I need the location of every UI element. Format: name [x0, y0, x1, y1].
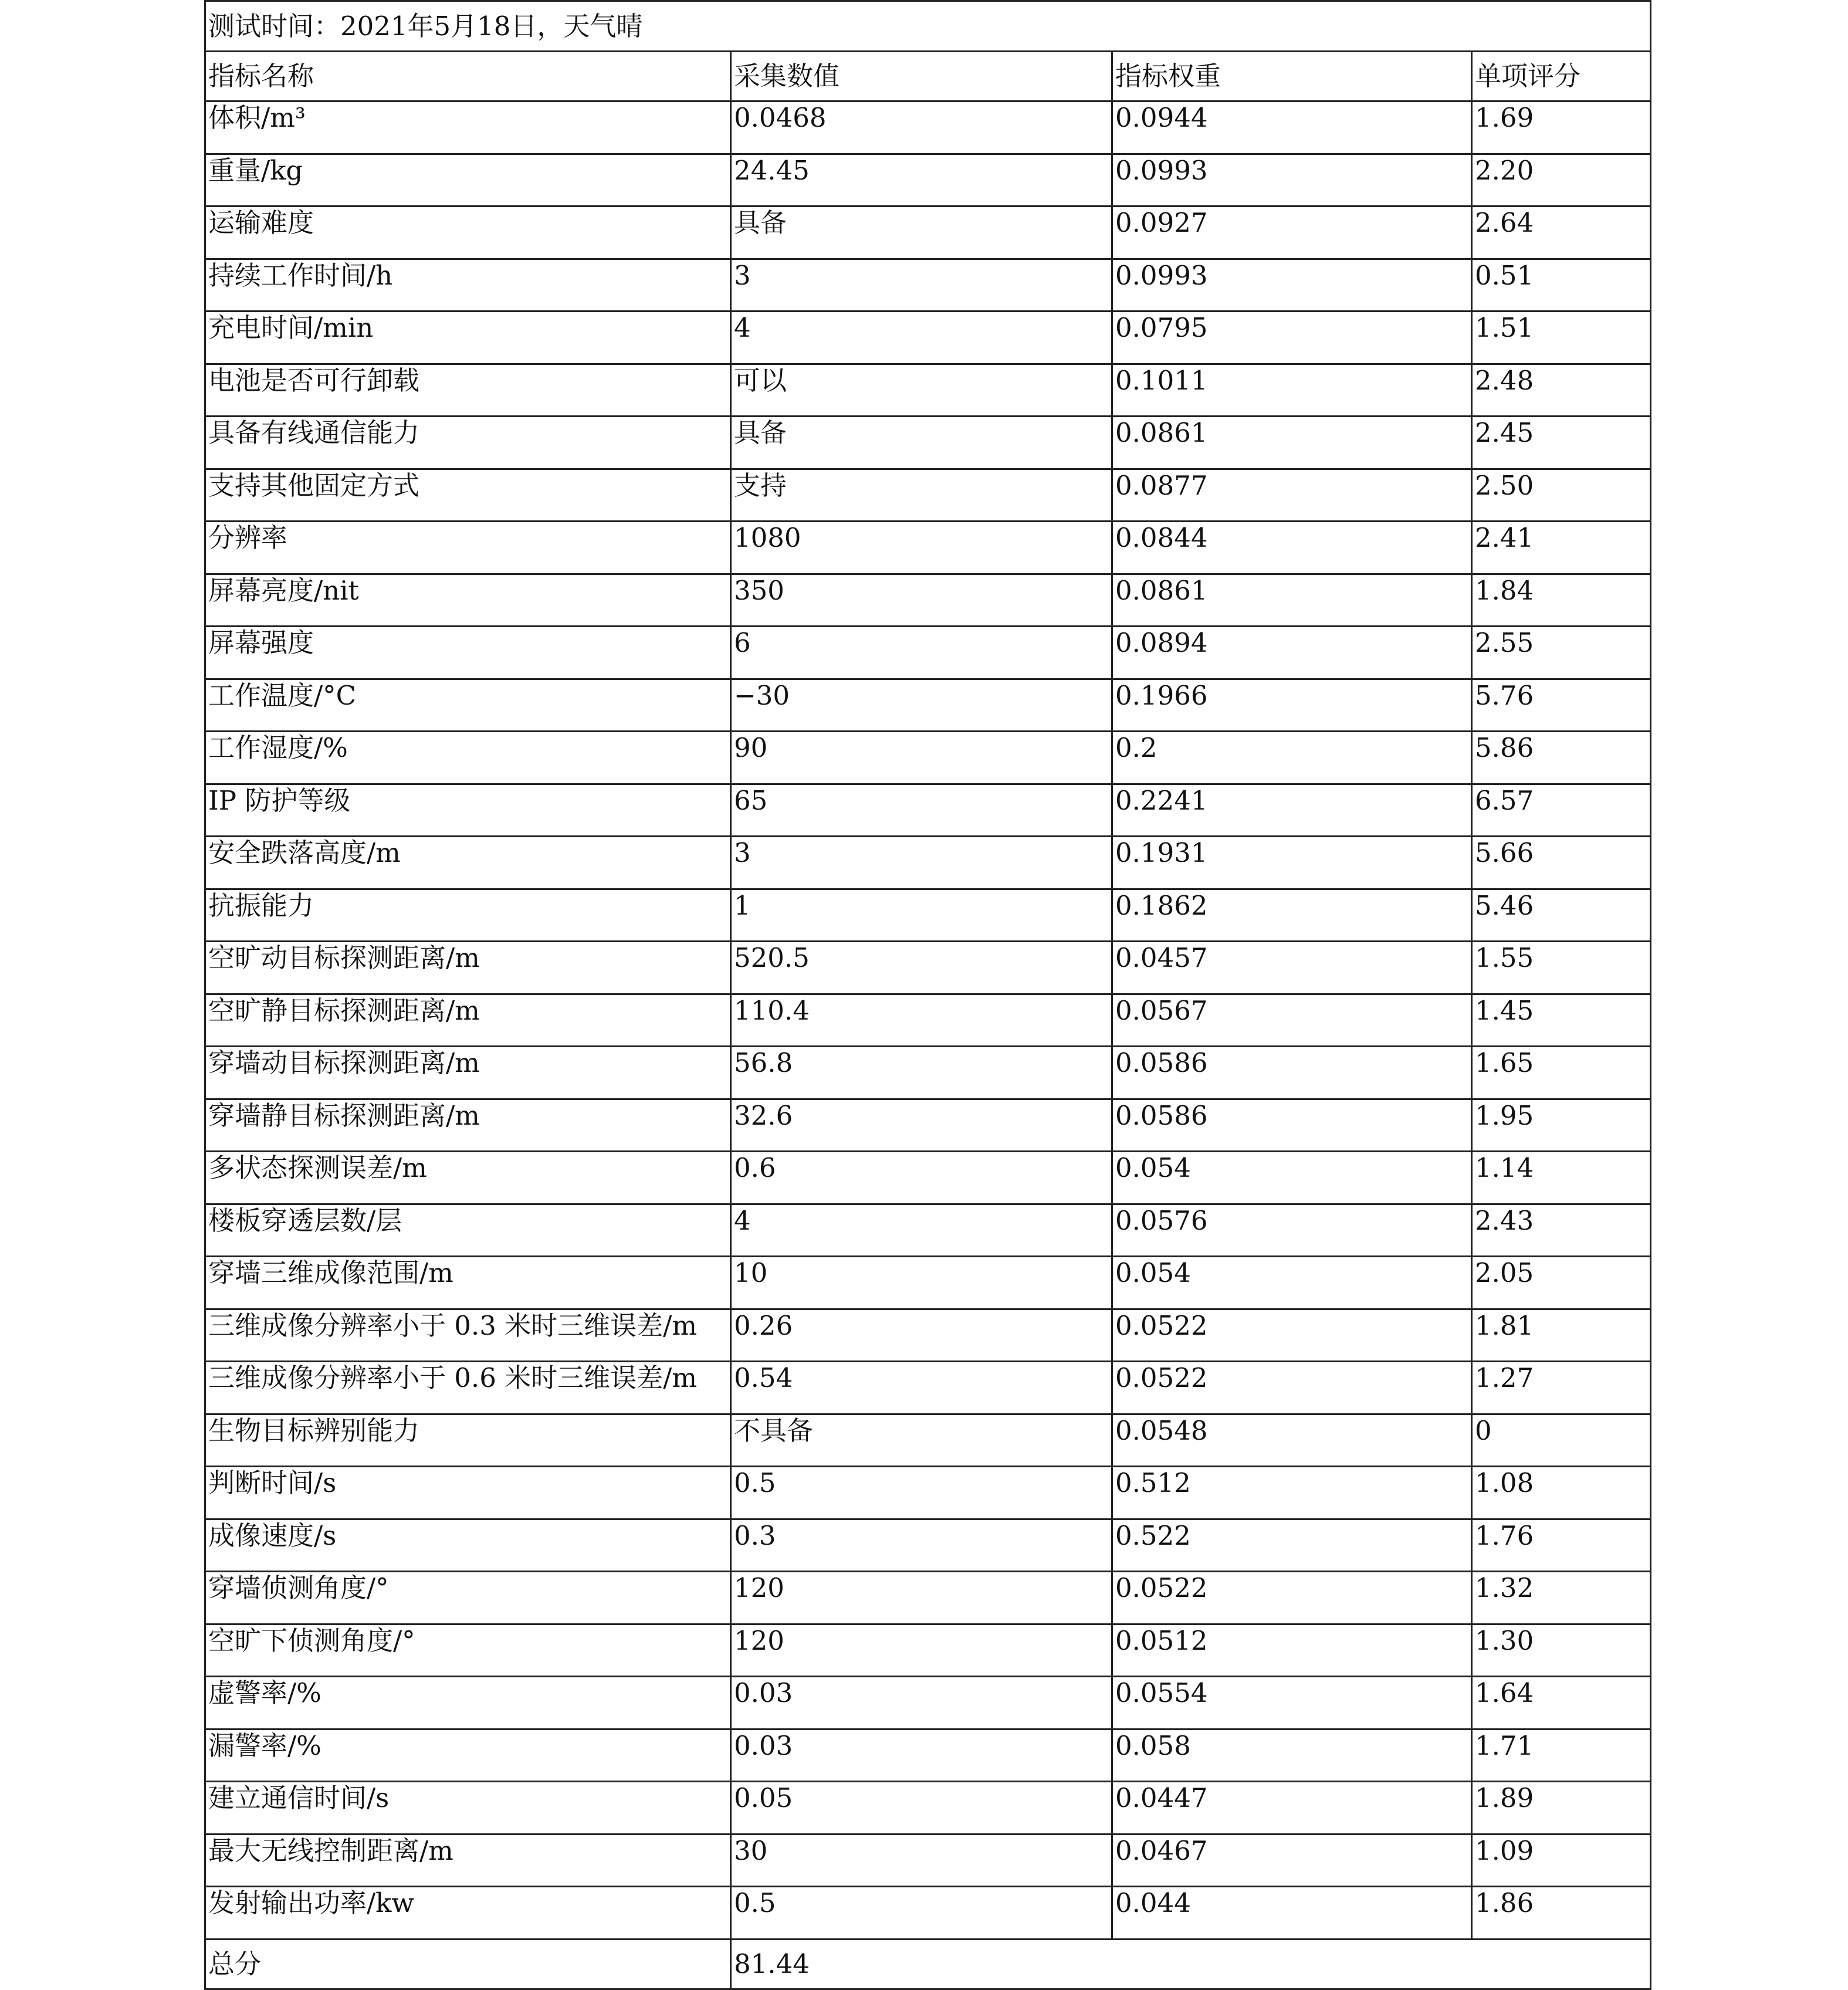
cell-item-score: 2.43 [1472, 1204, 1651, 1257]
table-row [205, 784, 1651, 837]
cell-indicator-weight: 0.0467 [1112, 1834, 1472, 1887]
cell-indicator-weight: 0.0548 [1112, 1414, 1472, 1467]
header-indicator-weight: 指标权重 [1112, 51, 1472, 101]
cell-indicator-weight: 0.0447 [1112, 1782, 1472, 1835]
cell-indicator-name: 体积/m³ [205, 101, 731, 154]
table-row [205, 1204, 1651, 1257]
cell-indicator-name: 穿墙三维成像范围/m [205, 1257, 731, 1309]
cell-collected-value: 32.6 [731, 1099, 1112, 1152]
header-row [205, 51, 1651, 101]
table-row [205, 627, 1651, 679]
cell-item-score: 2.55 [1472, 627, 1651, 679]
cell-collected-value: 90 [731, 732, 1112, 784]
cell-collected-value: 24.45 [731, 154, 1112, 207]
cell-indicator-name: 判断时间/s [205, 1467, 731, 1519]
cell-indicator-name: 屏幕强度 [205, 627, 731, 679]
cell-item-score: 1.09 [1472, 1834, 1651, 1887]
cell-collected-value: 具备 [731, 417, 1112, 469]
table-row [205, 1677, 1651, 1730]
cell-collected-value: 120 [731, 1624, 1112, 1677]
cell-indicator-name: 生物目标辨别能力 [205, 1414, 731, 1467]
cell-collected-value: 350 [731, 574, 1112, 627]
cell-item-score: 2.45 [1472, 417, 1651, 469]
total-row [205, 1939, 1651, 1989]
cell-indicator-weight: 0.0522 [1112, 1309, 1472, 1362]
cell-indicator-name: 空旷动目标探测距离/m [205, 942, 731, 994]
cell-indicator-weight: 0.0522 [1112, 1572, 1472, 1625]
table-row [205, 1887, 1651, 1940]
cell-item-score: 1.84 [1472, 574, 1651, 627]
cell-indicator-name: 成像速度/s [205, 1519, 731, 1572]
cell-indicator-name: 空旷下侦测角度/° [205, 1624, 731, 1677]
cell-indicator-weight: 0.054 [1112, 1257, 1472, 1309]
cell-indicator-weight: 0.1966 [1112, 679, 1472, 732]
cell-collected-value: 可以 [731, 364, 1112, 417]
cell-indicator-name: 持续工作时间/h [205, 259, 731, 312]
cell-collected-value: 3 [731, 259, 1112, 312]
cell-item-score: 2.20 [1472, 154, 1651, 207]
cell-collected-value: 0.3 [731, 1519, 1112, 1572]
cell-item-score: 1.64 [1472, 1677, 1651, 1730]
cell-indicator-name: 抗振能力 [205, 889, 731, 942]
cell-indicator-name: 安全跌落高度/m [205, 837, 731, 889]
table-row [205, 679, 1651, 732]
table-row [205, 154, 1651, 207]
table-row [205, 1519, 1651, 1572]
cell-collected-value: 3 [731, 837, 1112, 889]
table-row [205, 1047, 1651, 1099]
table-row [205, 1624, 1651, 1677]
cell-item-score: 2.41 [1472, 522, 1651, 574]
cell-item-score: 1.95 [1472, 1099, 1651, 1152]
cell-item-score: 5.46 [1472, 889, 1651, 942]
cell-indicator-name: 屏幕亮度/nit [205, 574, 731, 627]
cell-item-score: 5.86 [1472, 732, 1651, 784]
cell-collected-value: 具备 [731, 207, 1112, 259]
cell-indicator-weight: 0.522 [1112, 1519, 1472, 1572]
cell-indicator-weight: 0.1862 [1112, 889, 1472, 942]
cell-indicator-name: 穿墙动目标探测距离/m [205, 1047, 731, 1099]
cell-collected-value: 不具备 [731, 1414, 1112, 1467]
cell-collected-value: 520.5 [731, 942, 1112, 994]
table-row [205, 732, 1651, 784]
cell-indicator-weight: 0.044 [1112, 1887, 1472, 1940]
table-row [205, 1362, 1651, 1414]
cell-indicator-weight: 0.0522 [1112, 1362, 1472, 1414]
table-row [205, 417, 1651, 469]
total-value: 81.44 [731, 1939, 1651, 1989]
cell-item-score: 1.30 [1472, 1624, 1651, 1677]
cell-item-score: 2.48 [1472, 364, 1651, 417]
cell-item-score: 2.05 [1472, 1257, 1651, 1309]
cell-indicator-weight: 0.0944 [1112, 101, 1472, 154]
cell-indicator-weight: 0.0927 [1112, 207, 1472, 259]
cell-indicator-name: 工作温度/°C [205, 679, 731, 732]
cell-indicator-name: 运输难度 [205, 207, 731, 259]
cell-indicator-weight: 0.0512 [1112, 1624, 1472, 1677]
cell-collected-value: 110.4 [731, 994, 1112, 1047]
cell-item-score: 2.50 [1472, 469, 1651, 522]
cell-collected-value: 10 [731, 1257, 1112, 1309]
cell-indicator-weight: 0.2241 [1112, 784, 1472, 837]
cell-indicator-weight: 0.0795 [1112, 312, 1472, 364]
cell-indicator-weight: 0.0861 [1112, 417, 1472, 469]
cell-item-score: 1.65 [1472, 1047, 1651, 1099]
cell-indicator-name: 充电时间/min [205, 312, 731, 364]
header-item-score: 单项评分 [1472, 51, 1651, 101]
cell-indicator-weight: 0.0586 [1112, 1099, 1472, 1152]
score-table-body [205, 1, 1651, 1989]
cell-item-score: 1.08 [1472, 1467, 1651, 1519]
score-table-sheet [204, 0, 1650, 1990]
table-row [205, 889, 1651, 942]
cell-item-score: 1.27 [1472, 1362, 1651, 1414]
cell-collected-value: 4 [731, 312, 1112, 364]
cell-collected-value: 30 [731, 1834, 1112, 1887]
table-row [205, 1257, 1651, 1309]
cell-indicator-name: 三维成像分辨率小于 0.3 米时三维误差/m [205, 1309, 731, 1362]
cell-indicator-weight: 0.0877 [1112, 469, 1472, 522]
cell-collected-value: 0.5 [731, 1467, 1112, 1519]
cell-collected-value: 1 [731, 889, 1112, 942]
cell-indicator-name: 漏警率/% [205, 1729, 731, 1782]
cell-item-score: 1.86 [1472, 1887, 1651, 1940]
table-row [205, 259, 1651, 312]
table-row [205, 469, 1651, 522]
cell-collected-value: 0.5 [731, 1887, 1112, 1940]
cell-indicator-name: 多状态探测误差/m [205, 1152, 731, 1204]
table-row [205, 1152, 1651, 1204]
total-label: 总分 [205, 1939, 731, 1989]
cell-item-score: 5.66 [1472, 837, 1651, 889]
cell-indicator-weight: 0.0894 [1112, 627, 1472, 679]
cell-indicator-name: 电池是否可行卸载 [205, 364, 731, 417]
table-row [205, 101, 1651, 154]
cell-indicator-name: 分辨率 [205, 522, 731, 574]
cell-item-score: 1.76 [1472, 1519, 1651, 1572]
cell-indicator-weight: 0.0861 [1112, 574, 1472, 627]
score-table [204, 0, 1651, 1990]
cell-indicator-name: 三维成像分辨率小于 0.6 米时三维误差/m [205, 1362, 731, 1414]
cell-indicator-name: 虚警率/% [205, 1677, 731, 1730]
cell-item-score: 1.45 [1472, 994, 1651, 1047]
cell-item-score: 1.51 [1472, 312, 1651, 364]
header-indicator-name: 指标名称 [205, 51, 731, 101]
table-row [205, 942, 1651, 994]
cell-indicator-name: 重量/kg [205, 154, 731, 207]
table-row [205, 994, 1651, 1047]
table-row [205, 522, 1651, 574]
cell-collected-value: 支持 [731, 469, 1112, 522]
cell-collected-value: 0.03 [731, 1677, 1112, 1730]
table-row [205, 1467, 1651, 1519]
cell-collected-value: −30 [731, 679, 1112, 732]
cell-item-score: 1.81 [1472, 1309, 1651, 1362]
cell-collected-value: 0.26 [731, 1309, 1112, 1362]
cell-indicator-weight: 0.0844 [1112, 522, 1472, 574]
cell-item-score: 6.57 [1472, 784, 1651, 837]
table-row [205, 207, 1651, 259]
cell-item-score: 5.76 [1472, 679, 1651, 732]
table-row [205, 1729, 1651, 1782]
cell-indicator-weight: 0.0567 [1112, 994, 1472, 1047]
cell-indicator-name: 工作湿度/% [205, 732, 731, 784]
table-row [205, 574, 1651, 627]
cell-indicator-weight: 0.2 [1112, 732, 1472, 784]
cell-indicator-name: 楼板穿透层数/层 [205, 1204, 731, 1257]
table-row [205, 1572, 1651, 1625]
test-info-title: 测试时间：2021年5月18日，天气晴 [205, 1, 1651, 52]
cell-indicator-weight: 0.0993 [1112, 259, 1472, 312]
cell-indicator-name: 穿墙侦测角度/° [205, 1572, 731, 1625]
cell-indicator-name: 建立通信时间/s [205, 1782, 731, 1835]
cell-collected-value: 0.0468 [731, 101, 1112, 154]
cell-item-score: 1.32 [1472, 1572, 1651, 1625]
cell-collected-value: 0.6 [731, 1152, 1112, 1204]
cell-indicator-weight: 0.0576 [1112, 1204, 1472, 1257]
cell-indicator-weight: 0.0554 [1112, 1677, 1472, 1730]
table-row [205, 1834, 1651, 1887]
cell-item-score: 1.69 [1472, 101, 1651, 154]
cell-collected-value: 65 [731, 784, 1112, 837]
cell-indicator-weight: 0.054 [1112, 1152, 1472, 1204]
cell-indicator-weight: 0.512 [1112, 1467, 1472, 1519]
cell-indicator-name: 最大无线控制距离/m [205, 1834, 731, 1887]
table-row [205, 1099, 1651, 1152]
table-row [205, 837, 1651, 889]
cell-collected-value: 1080 [731, 522, 1112, 574]
cell-indicator-weight: 0.058 [1112, 1729, 1472, 1782]
table-row [205, 1309, 1651, 1362]
table-row [205, 312, 1651, 364]
cell-indicator-name: 发射输出功率/kw [205, 1887, 731, 1940]
cell-item-score: 0 [1472, 1414, 1651, 1467]
cell-indicator-name: 空旷静目标探测距离/m [205, 994, 731, 1047]
cell-indicator-weight: 0.0457 [1112, 942, 1472, 994]
header-collected-value: 采集数值 [731, 51, 1112, 101]
cell-item-score: 1.89 [1472, 1782, 1651, 1835]
cell-collected-value: 6 [731, 627, 1112, 679]
cell-indicator-name: 具备有线通信能力 [205, 417, 731, 469]
cell-indicator-weight: 0.1011 [1112, 364, 1472, 417]
cell-item-score: 1.55 [1472, 942, 1651, 994]
table-row [205, 364, 1651, 417]
cell-collected-value: 0.03 [731, 1729, 1112, 1782]
cell-collected-value: 0.54 [731, 1362, 1112, 1414]
cell-indicator-name: 支持其他固定方式 [205, 469, 731, 522]
cell-collected-value: 120 [731, 1572, 1112, 1625]
title-row [205, 1, 1651, 52]
cell-item-score: 1.14 [1472, 1152, 1651, 1204]
table-row [205, 1782, 1651, 1835]
table-row [205, 1414, 1651, 1467]
cell-indicator-name: 穿墙静目标探测距离/m [205, 1099, 731, 1152]
cell-collected-value: 4 [731, 1204, 1112, 1257]
cell-collected-value: 0.05 [731, 1782, 1112, 1835]
cell-item-score: 1.71 [1472, 1729, 1651, 1782]
cell-indicator-weight: 0.0586 [1112, 1047, 1472, 1099]
cell-item-score: 0.51 [1472, 259, 1651, 312]
cell-indicator-name: IP 防护等级 [205, 784, 731, 837]
cell-collected-value: 56.8 [731, 1047, 1112, 1099]
cell-indicator-weight: 0.0993 [1112, 154, 1472, 207]
cell-indicator-weight: 0.1931 [1112, 837, 1472, 889]
cell-item-score: 2.64 [1472, 207, 1651, 259]
